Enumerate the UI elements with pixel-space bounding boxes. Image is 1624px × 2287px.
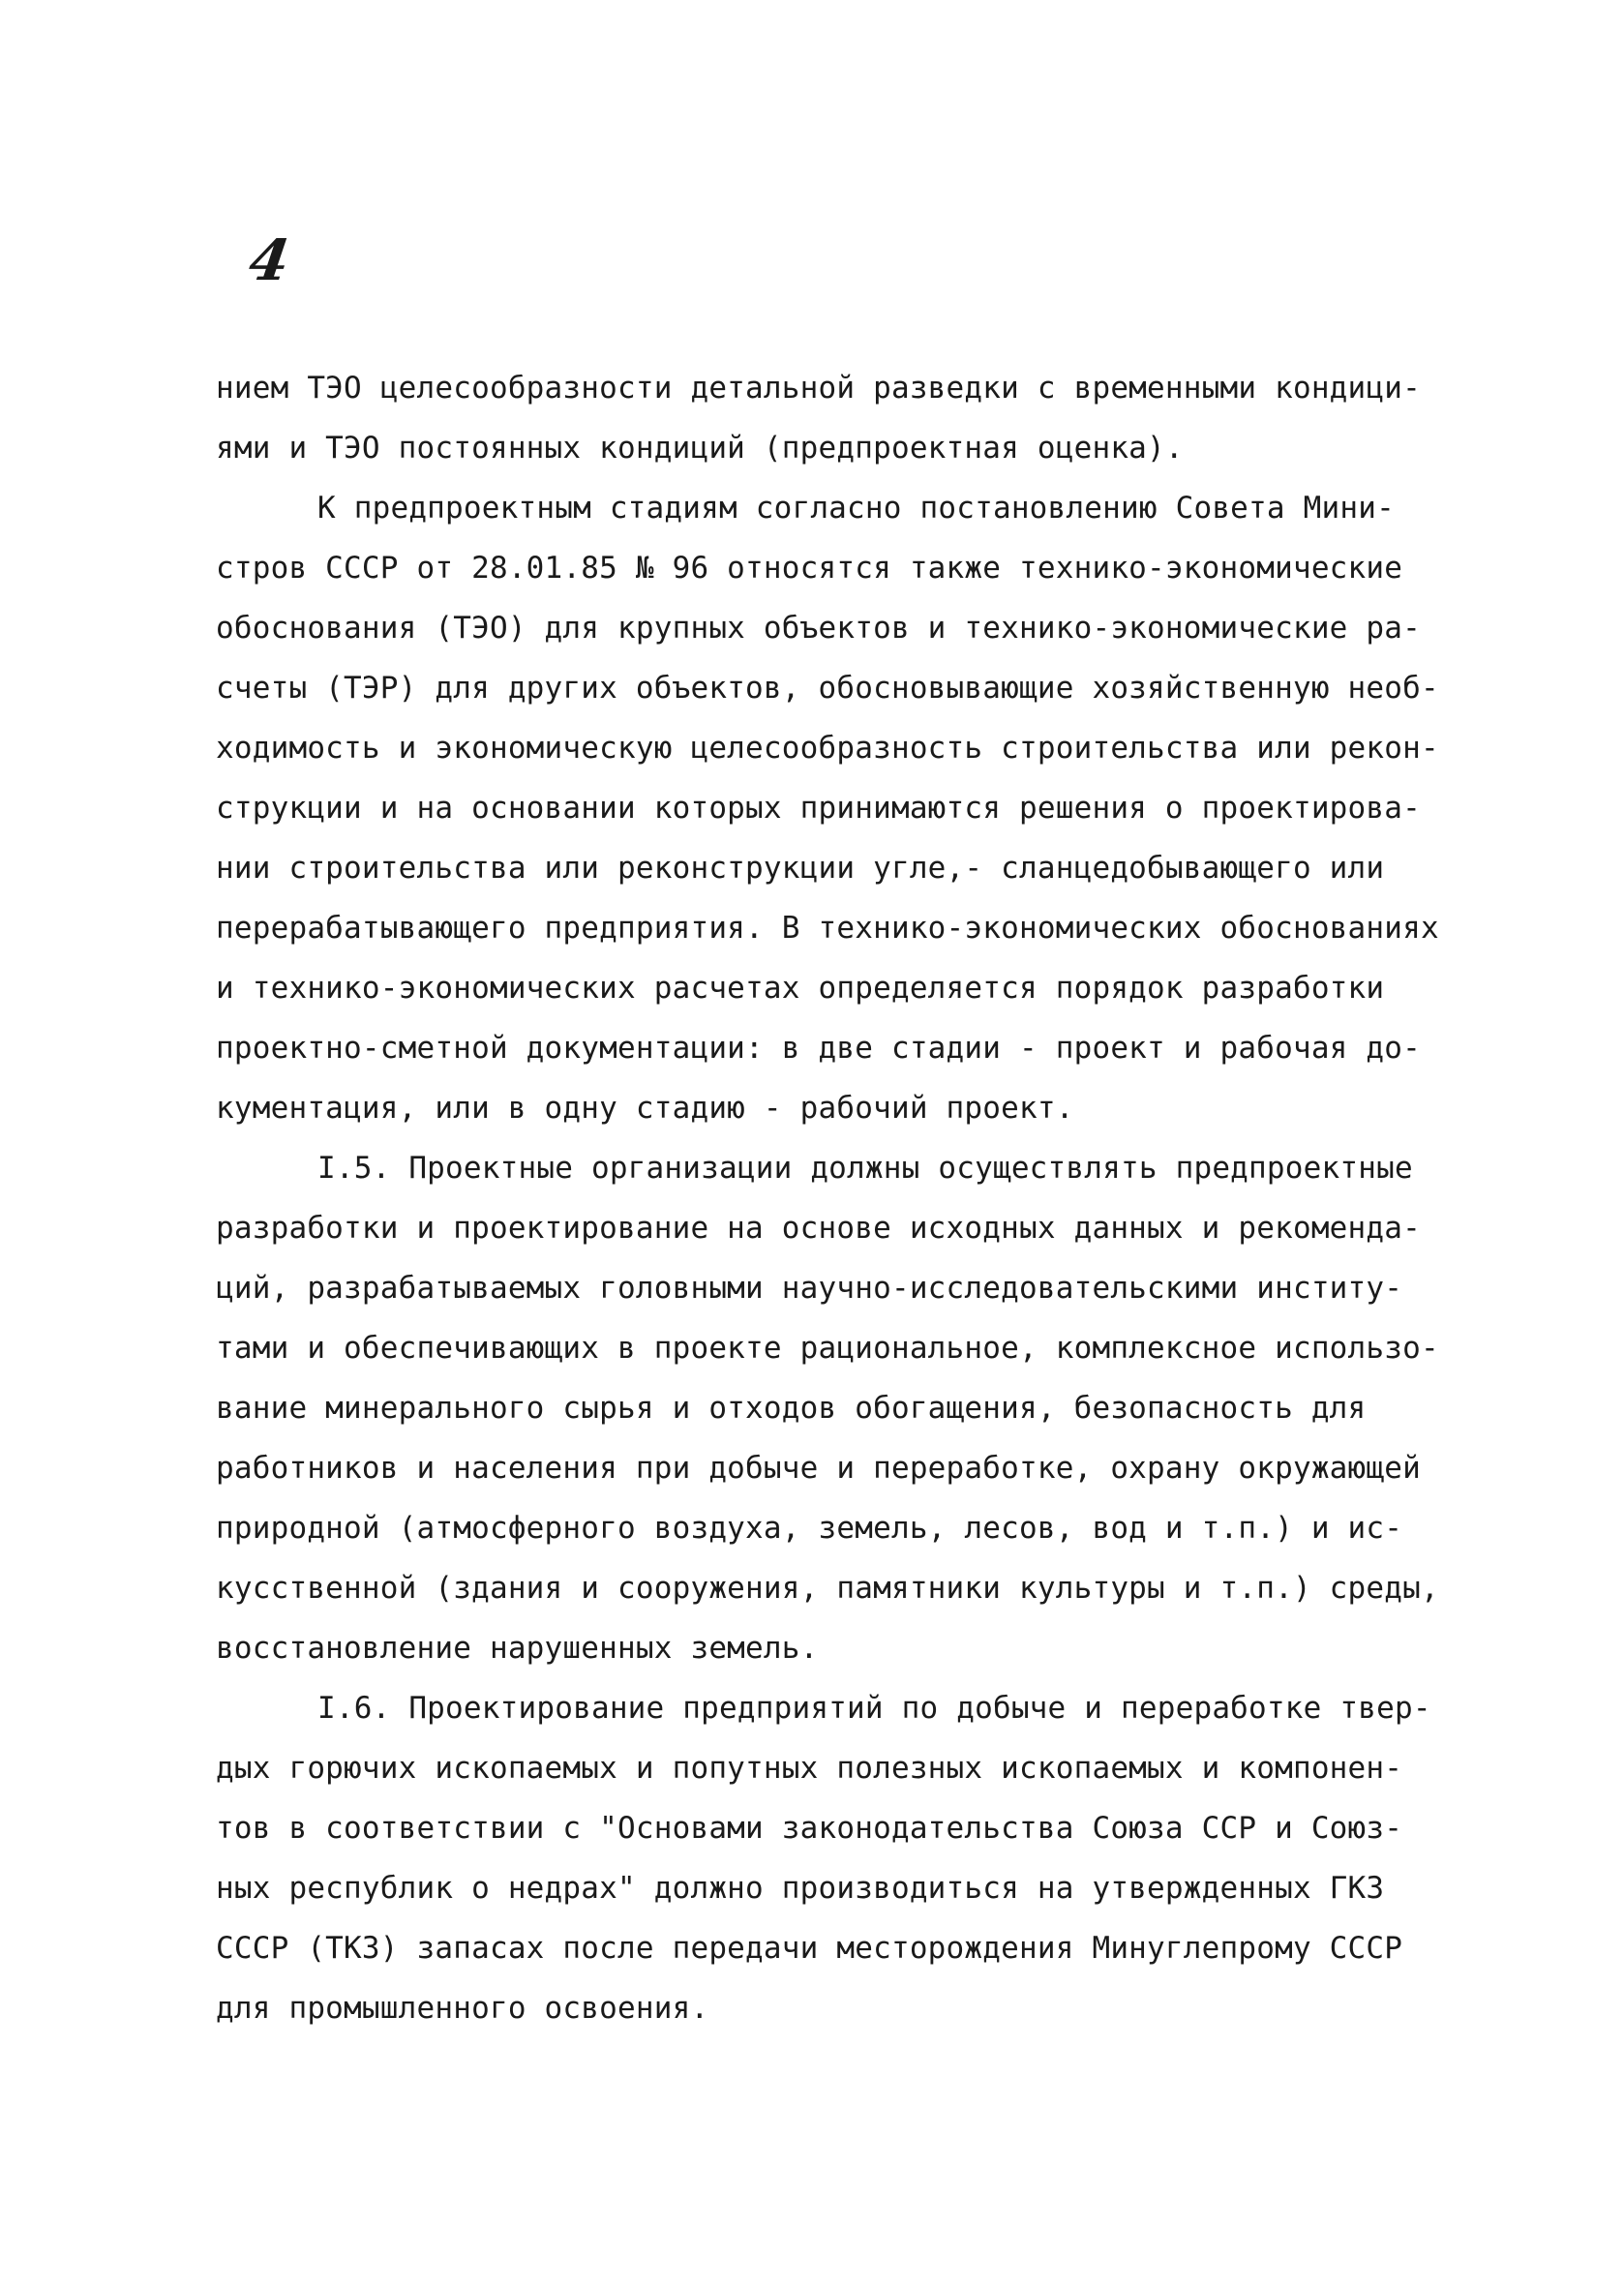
text-line: обоснования (ТЭО) для крупных объектов и технико-экономические ра- [216, 611, 1421, 646]
paragraph-section-1-6 [216, 1678, 1474, 2038]
text-line: природной (атмосферного воздуха, земель, лесов, вод и т.п.) и ис- [216, 1511, 1403, 1546]
text-line: нии строительства или реконструкции угле,- сланцедобывающего или [216, 851, 1385, 886]
text-line: для промышленного освоения. [216, 1991, 709, 2026]
text-line: ных республик о недрах" должно производиться на утвержденных ГКЗ [216, 1871, 1385, 1906]
text-line: ями и ТЭО постоянных кондиций (предпроектная оценка). [216, 431, 1184, 466]
text-line: нием ТЭО целесообразности детальной разведки с временными кондици- [216, 371, 1421, 406]
text-line: кументация, или в одну стадию - рабочий проект. [216, 1091, 1074, 1126]
text-line: работников и населения при добыче и переработке, охрану окружающей [216, 1451, 1421, 1486]
text-line: ций, разрабатываемых головными научно-исследовательскими институ- [216, 1271, 1403, 1306]
text-line: и технико-экономических расчетах определяется порядок разработки [216, 971, 1385, 1006]
text-line: тов в соответствии с "Основами законодательства Союза ССР и Союз- [216, 1811, 1403, 1846]
paragraph-continuation [216, 358, 1474, 478]
page-number: 4 [245, 227, 294, 293]
text-line: проектно-сметной документации: в две стадии - проект и рабочая до- [216, 1031, 1421, 1066]
text-line: счеты (ТЭР) для других объектов, обосновывающие хозяйственную необ- [216, 671, 1439, 706]
paragraph-pre-project-stages [216, 478, 1474, 1138]
text-line: I.6. Проектирование предприятий по добыче и переработке твер- [317, 1691, 1431, 1726]
text-line: восстановление нарушенных земель. [216, 1631, 819, 1666]
text-line: дых горючих ископаемых и попутных полезных ископаемых и компонен- [216, 1751, 1403, 1786]
text-line: разработки и проектирование на основе исходных данных и рекоменда- [216, 1211, 1421, 1246]
text-line: перерабатывающего предприятия. В технико-экономических обоснованиях [216, 911, 1439, 946]
text-line: СССР (ТКЗ) запасах после передачи месторождения Минуглепрому СССР [216, 1931, 1403, 1966]
paragraph-section-1-5 [216, 1138, 1474, 1678]
text-line: I.5. Проектные организации должны осуществлять предпроектные [317, 1151, 1413, 1186]
document-body [216, 358, 1474, 2038]
text-line: ходимость и экономическую целесообразность строительства или рекон- [216, 731, 1439, 766]
text-line: вание минерального сырья и отходов обогащения, безопасность для [216, 1391, 1367, 1426]
text-line: тами и обеспечивающих в проекте рациональное, комплексное использо- [216, 1331, 1439, 1366]
text-line: К предпроектным стадиям согласно постановлению Совета Мини- [317, 491, 1395, 526]
text-line: струкции и на основании которых принимаются решения о проектирова- [216, 791, 1421, 826]
text-line: кусственной (здания и сооружения, памятники культуры и т.п.) среды, [216, 1571, 1439, 1606]
text-line: стров СССР от 28.01.85 № 96 относятся также технико-экономические [216, 551, 1403, 586]
